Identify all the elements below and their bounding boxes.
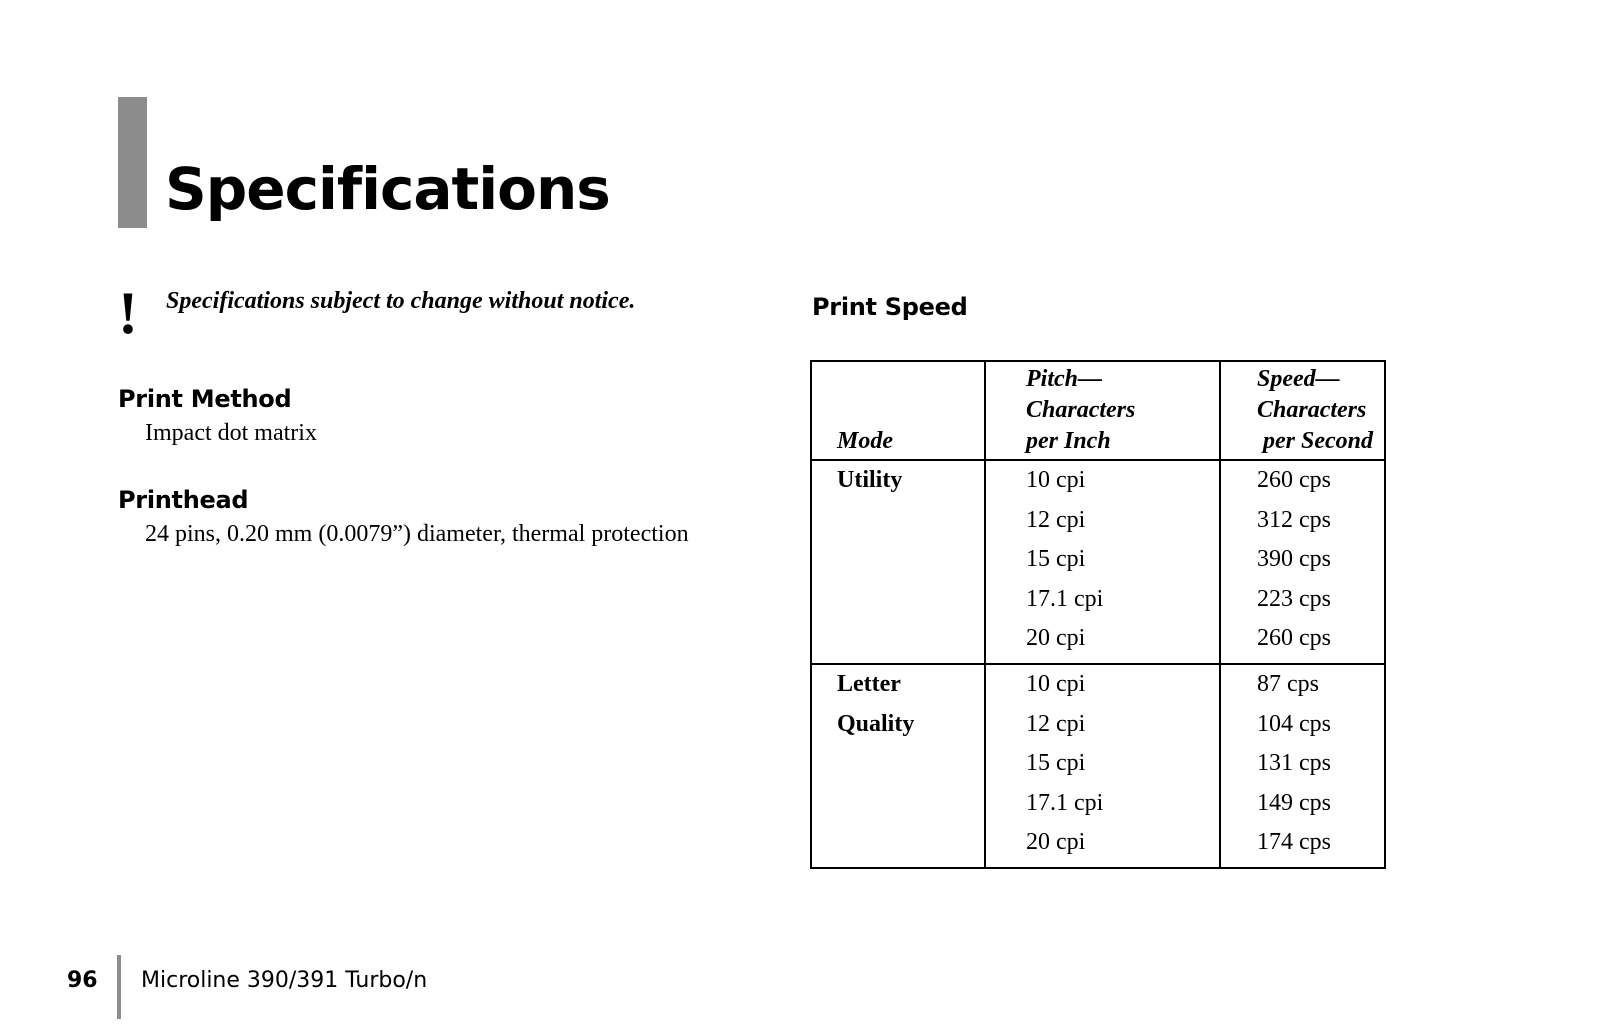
speed-cell: 260 cps 312 cps 390 cps 223 cps 260 cps xyxy=(1220,460,1385,664)
section-heading-print-method: Print Method xyxy=(118,385,292,413)
pitch-cell: 10 cpi 12 cpi 15 cpi 17.1 cpi 20 cpi xyxy=(985,664,1220,868)
column-header-pitch: Pitch— Characters per Inch xyxy=(985,361,1220,460)
title-accent-bar xyxy=(118,97,147,228)
pitch-cell: 10 cpi 12 cpi 15 cpi 17.1 cpi 20 cpi xyxy=(985,460,1220,664)
table-row-letter-quality xyxy=(811,664,1385,868)
page-number: 96 xyxy=(67,968,98,993)
section-body-printhead: 24 pins, 0.20 mm (0.0079”) diameter, thermal protection xyxy=(145,521,689,547)
column-header-mode: Mode xyxy=(811,361,985,460)
footer-divider xyxy=(117,955,121,1019)
speed-cell: 87 cps 104 cps 131 cps 149 cps 174 cps xyxy=(1220,664,1385,868)
print-speed-table xyxy=(810,360,1386,869)
section-heading-print-speed: Print Speed xyxy=(812,293,968,321)
table-header-row xyxy=(811,361,1385,460)
table-row-utility xyxy=(811,460,1385,664)
footer-title: Microline 390/391 Turbo/n xyxy=(141,968,428,993)
mode-cell: Utility xyxy=(811,460,985,664)
section-body-print-method: Impact dot matrix xyxy=(145,420,317,446)
notice-text: Specifications subject to change without notice. xyxy=(166,288,636,314)
exclamation-icon: ! xyxy=(118,280,138,346)
section-heading-printhead: Printhead xyxy=(118,486,249,514)
page-title: Specifications xyxy=(165,155,610,223)
column-header-speed: Speed— Characters per Second xyxy=(1220,361,1385,460)
mode-cell: Letter Quality xyxy=(837,671,915,737)
